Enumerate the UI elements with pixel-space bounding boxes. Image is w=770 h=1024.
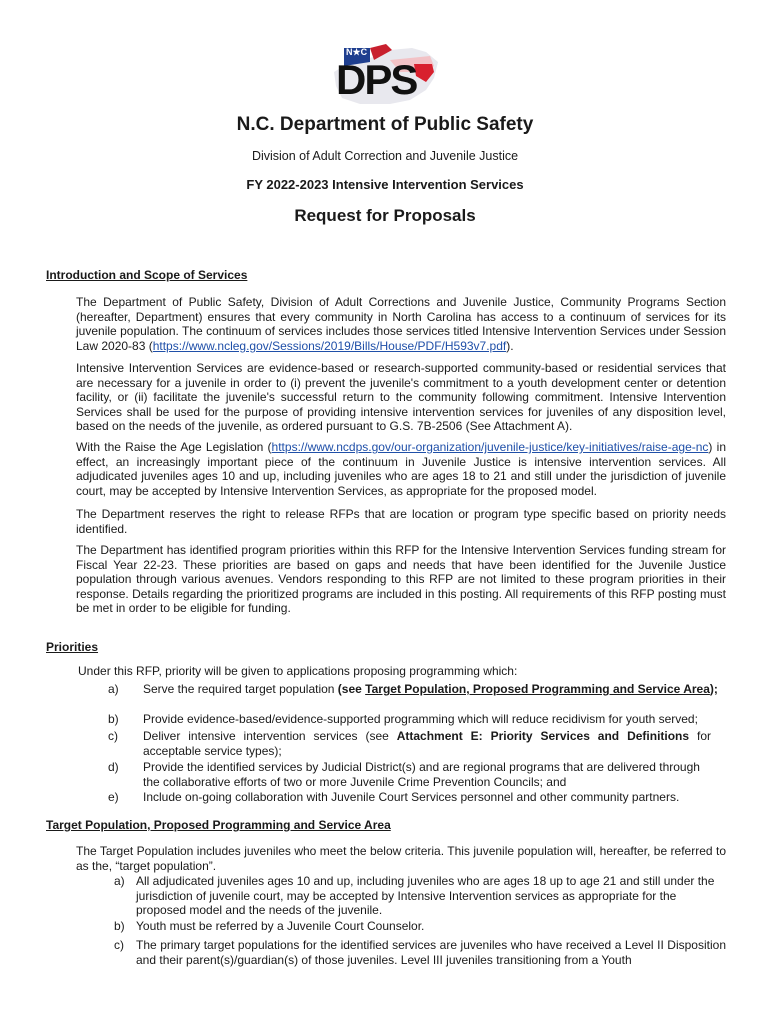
priorities-intro: Under this RFP, priority will be given to applications proposing programming which: xyxy=(78,664,518,678)
target-item-a: All adjudicated juveniles ages 10 and up, including juveniles who are ages 18 up to age 21 and still under the jurisdiction of juvenile court, may be accepted by Intensive Intervention services as appropriate for the proposed model and the needs of the juvenile. xyxy=(136,874,715,918)
logo-state-text: N★C xyxy=(346,47,368,57)
target-item-b: Youth must be referred by a Juvenile Court Counselor. xyxy=(136,919,425,933)
raise-the-age-link[interactable]: https://www.ncdps.gov/our-organization/juvenile-justice/key-initiatives/raise-age-nc xyxy=(271,440,709,454)
division-subtitle: Division of Adult Correction and Juvenile Justice xyxy=(251,149,519,163)
target-intro: The Target Population includes juveniles who meet the below criteria. This juvenile population will, hereafter, be referred to as the, “target population”. xyxy=(76,844,726,873)
priority-a-close: ); xyxy=(709,682,718,696)
priority-c-end: for acceptable service types); xyxy=(143,729,712,758)
intro-heading: Introduction and Scope of Services xyxy=(46,268,248,282)
priority-e-marker: e) xyxy=(108,790,119,804)
target-heading: Target Population, Proposed Programming and Service Area xyxy=(46,818,391,832)
target-c-marker: c) xyxy=(114,938,124,952)
priority-a-text: Serve the required target population xyxy=(143,682,338,696)
intro-p1-text: The Department of Public Safety, Division of Adult Corrections and Juvenile Justice, Community Programs Section (hereafter, Department) ensures that every community in North Carolina has access to a continuum of services for its juvenile population. The continuum of services includes those services titled Intensive Intervention Services under Session Law 2020-83 ( xyxy=(76,295,726,353)
priority-c-marker: c) xyxy=(108,729,118,743)
priority-c-ref: Attachment E: Priority Services and Definitions xyxy=(396,729,690,743)
priority-c-text: Deliver intensive intervention services (see xyxy=(143,729,397,743)
priority-item-a xyxy=(143,682,727,697)
session-law-link[interactable]: https://www.ncleg.gov/Sessions/2019/Bills/House/PDF/H593v7.pdf xyxy=(152,338,507,353)
priority-d-marker: d) xyxy=(108,760,119,774)
page-title: N.C. Department of Public Safety xyxy=(236,114,534,135)
priority-item-b: Provide evidence-based/evidence-supported programming which will reduce recidivism for youth served; xyxy=(143,712,698,726)
intro-paragraph-3 xyxy=(76,440,726,498)
priority-item-c xyxy=(143,729,711,758)
priority-b-marker: b) xyxy=(108,712,119,726)
intro-paragraph-5: The Department has identified program priorities within this RFP for the Intensive Intervention Services funding stream for Fiscal Year 22-23. These priorities are based on gaps and needs that have been identified for the Juvenile Justice population through various avenues. Vendors responding to this RFP are not limited to these program priorities in their response. Details regarding the prioritized programs are included in this posting. All requirements of this RFP posting must be met in order to be eligible for funding. xyxy=(76,543,726,616)
dps-logo xyxy=(330,42,442,106)
priority-a-see: (see xyxy=(337,682,366,696)
intro-p1-end: ). xyxy=(506,338,514,353)
logo-text: DPS xyxy=(336,56,417,103)
priorities-heading: Priorities xyxy=(46,640,99,654)
priority-a-marker: a) xyxy=(108,682,119,696)
priority-item-d: Provide the identified services by Judicial District(s) and are regional programs that are delivered through the collaborative efforts of two or more Juvenile Crime Prevention Councils; and xyxy=(143,760,700,789)
intro-paragraph-2: Intensive Intervention Services are evidence-based or research-supported community-based or residential services that are necessary for a juvenile in order to (i) prevent the juvenile's commitment to a youth development center or detention facility, or (ii) facilitate the juvenile's successful return to the community following commitment. Intensive Intervention Services shall be used for the purpose of providing intensive intervention services for juveniles of any disposition level, based on the needs of the juvenile, as ordered pursuant to G.S. 7B-2506 (See Attachment A). xyxy=(76,361,726,434)
intro-paragraph-4: The Department reserves the right to release RFPs that are location or program type specific based on priority needs identified. xyxy=(76,507,726,536)
target-b-marker: b) xyxy=(114,919,125,933)
priority-a-ref: Target Population, Proposed Programming and Service Area xyxy=(365,682,710,696)
rfp-title: Request for Proposals xyxy=(294,206,476,225)
intro-p3-end: ) in effect, an increasingly important piece of the continuum in Juvenile Justice is intensive intervention services. All adjudicated juveniles ages 10 and up, including juveniles who are ages 18 to 21 and still under the jurisdiction of juvenile court, may be accepted by Intensive Intervention Services, as appropriate for the proposed model. xyxy=(76,440,726,498)
target-a-marker: a) xyxy=(114,874,125,888)
intro-p3-start: With the Raise the Age Legislation ( xyxy=(76,440,272,454)
intro-paragraph-1 xyxy=(76,295,726,353)
target-item-c: The primary target populations for the identified services are juveniles who have received a Level II Disposition and their parent(s)/guardian(s) of those juveniles. Level III juveniles transitioning from a Youth xyxy=(136,938,726,967)
fy-title: FY 2022-2023 Intensive Intervention Services xyxy=(246,177,524,192)
priority-item-e: Include on-going collaboration with Juvenile Court Services personnel and other community partners. xyxy=(143,790,680,804)
